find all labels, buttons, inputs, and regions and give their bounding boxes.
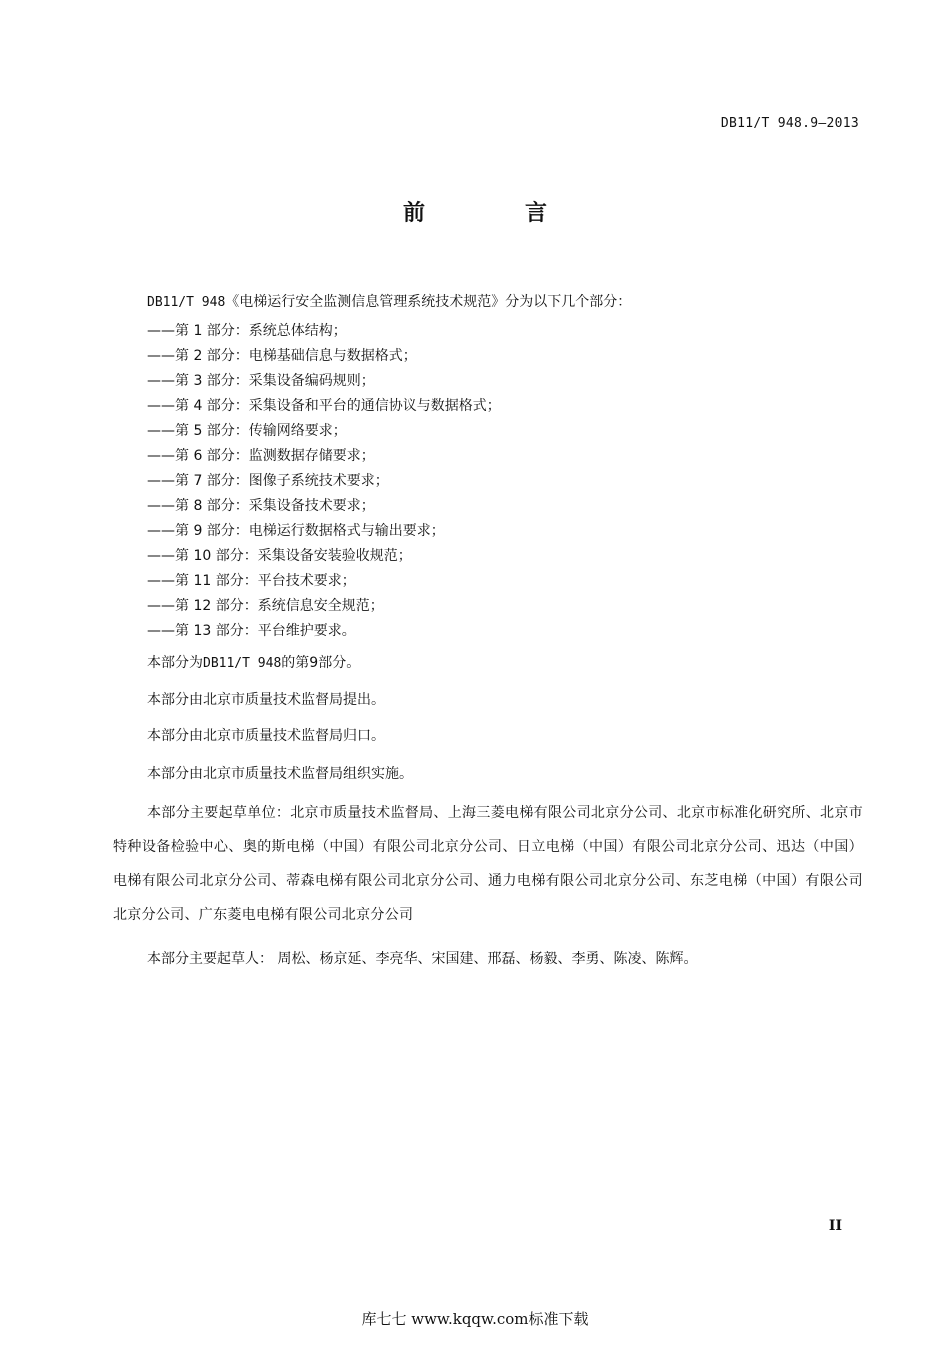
this-part-prefix: 本部分为 [147,655,203,671]
implemented-by-paragraph: 本部分由北京市质量技术监督局组织实施。 [147,766,413,782]
title-char-2: 言 [525,201,548,226]
drafters-paragraph: 本部分主要起草人： 周松、杨京延、李亮华、宋国建、邢磊、杨毅、李勇、陈凌、陈辉。 [147,951,698,967]
list-item: ——第 10 部分：采集设备安装验收规范； [147,548,412,564]
page-number: II [828,1218,842,1234]
list-item: ——第 9 部分：电梯运行数据格式与输出要求； [147,523,445,539]
list-item: ——第 4 部分：采集设备和平台的通信协议与数据格式； [147,398,501,414]
list-item: ——第 6 部分：监测数据存储要求； [147,448,375,464]
list-item: ——第 8 部分：采集设备技术要求； [147,498,375,514]
this-part-paragraph [147,652,360,672]
page-title [0,196,950,227]
list-item: ——第 12 部分：系统信息安全规范； [147,598,384,614]
list-item: ——第 13 部分：平台维护要求。 [147,623,356,639]
list-item: ——第 3 部分：采集设备编码规则； [147,373,375,389]
drafting-units-paragraph: 本部分主要起草单位：北京市质量技术监督局、上海三菱电梯有限公司北京分公司、北京市标准化研究所、北京市特种设备检验中心、奥的斯电梯（中国）有限公司北京分公司、日立电梯（中国）有限公司北京分公司、迅达（中国）电梯有限公司北京分公司、蒂森电梯有限公司北京分公司、通力电梯有限公司北京分公司、东芝电梯（中国）有限公司北京分公司、广东菱电电梯有限公司北京分公司 [113,805,863,923]
document-code: DB11/T 948.9—2013 [720,116,859,131]
managed-by-paragraph: 本部分由北京市质量技术监督局归口。 [147,728,385,744]
list-item: ——第 1 部分：系统总体结构； [147,323,347,339]
proposed-by-paragraph: 本部分由北京市质量技术监督局提出。 [147,692,385,708]
list-item: ——第 7 部分：图像子系统技术要求； [147,473,389,489]
this-part-suffix: 的第9部分。 [281,655,361,671]
list-item: ——第 2 部分：电梯基础信息与数据格式； [147,348,417,364]
parts-list [147,319,501,644]
list-item: ——第 5 部分：传输网络要求； [147,423,347,439]
intro-text: 《电梯运行安全监测信息管理系统技术规范》分为以下几个部分： [225,294,632,310]
title-char-1: 前 [402,201,425,226]
intro-standard-code: DB11/T 948 [147,295,226,310]
intro-paragraph [147,291,631,311]
list-item: ——第 11 部分：平台技术要求； [147,573,356,589]
this-part-code: DB11/T 948 [203,656,282,671]
footer-watermark: 库七七 www.kqqw.com标准下载 [361,1310,589,1328]
